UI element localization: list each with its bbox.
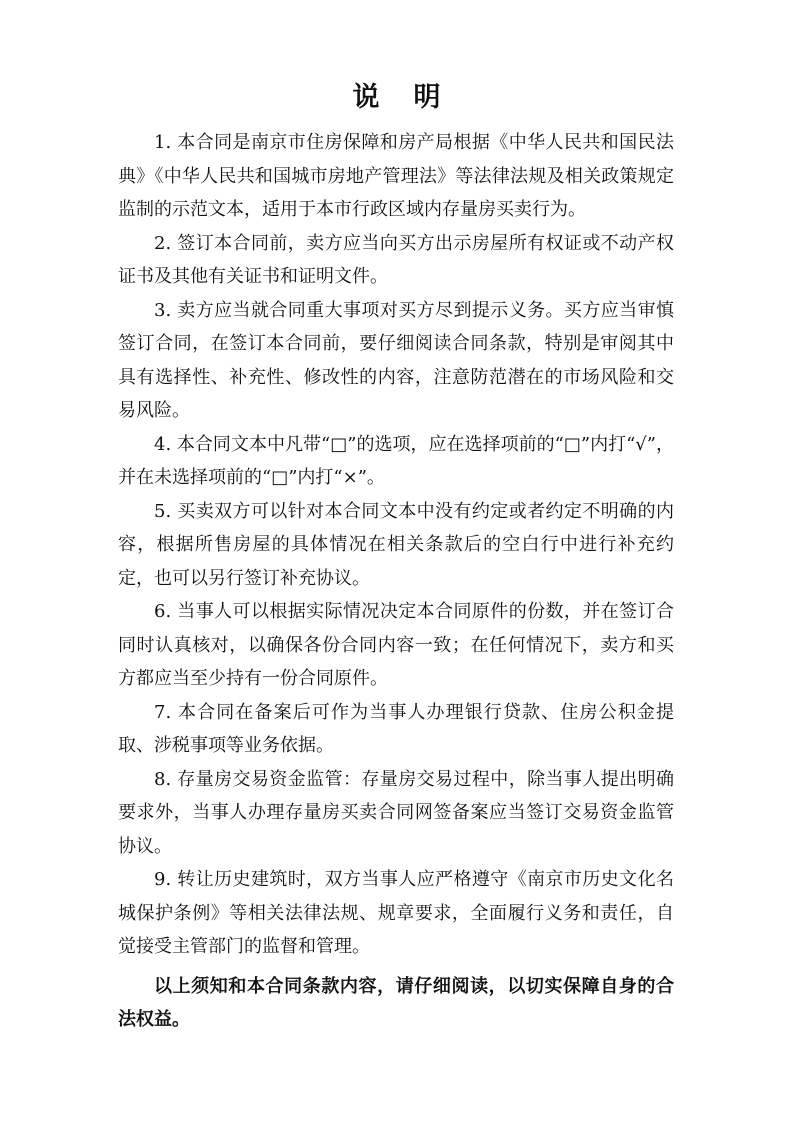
paragraph-7: 7. 本合同在备案后可作为当事人办理银行贷款、住房公积金提取、涉税事项等业务依据。 [118,701,674,756]
paragraph-4: 4. 本合同文本中凡带“□”的选项，应在选择项前的“□”内打“√”，并在未选择项前的“□”内打“×”。 [118,433,674,488]
paragraph-5: 5. 买卖双方可以针对本合同文本中没有约定或者约定不明确的内容，根据所售房屋的具体情况在相关条款后的空白行中进行补充约定，也可以另行签订补充协议。 [118,500,674,589]
page-title: 说明 [352,82,475,113]
paragraph-3: 3. 卖方应当就合同重大事项对买方尽到提示义务。买方应当审慎签订合同，在签订本合同前，要仔细阅读合同条款，特别是审阅其中具有选择性、补充性、修改性的内容，注意防范潜在的市场风险和交易风险。 [118,299,674,421]
paragraph-2: 2. 签订本合同前，卖方应当向买方出示房屋所有权证或不动产权证书及其他有关证书和证明文件。 [118,232,674,287]
paragraph-6: 6. 当事人可以根据实际情况决定本合同原件的份数，并在签订合同时认真核对，以确保各份合同内容一致；在任何情况下，卖方和买方都应当至少持有一份合同原件。 [118,601,674,689]
document-body [118,126,674,1037]
paragraph-1: 1. 本合同是南京市住房保障和房产局根据《中华人民共和国民法典》《中华人民共和国城市房地产管理法》等法律法规及相关政策规定监制的示范文本，适用于本市行政区域内存量房买卖行为。 [118,132,674,220]
paragraph-8: 8. 存量房交易资金监管：存量房交易过程中，除当事人提出明确要求外，当事人办理存量房买卖合同网签备案应当签订交易资金监管协议。 [118,768,674,857]
paragraph-9: 9. 转让历史建筑时，双方当事人应严格遵守《南京市历史文化名城保护条例》等相关法律法规、规章要求，全面履行义务和责任，自觉接受主管部门的监督和管理。 [118,869,674,957]
closing-notice: 以上须知和本合同条款内容，请仔细阅读，以切实保障自身的合法权益。 [118,975,674,1030]
